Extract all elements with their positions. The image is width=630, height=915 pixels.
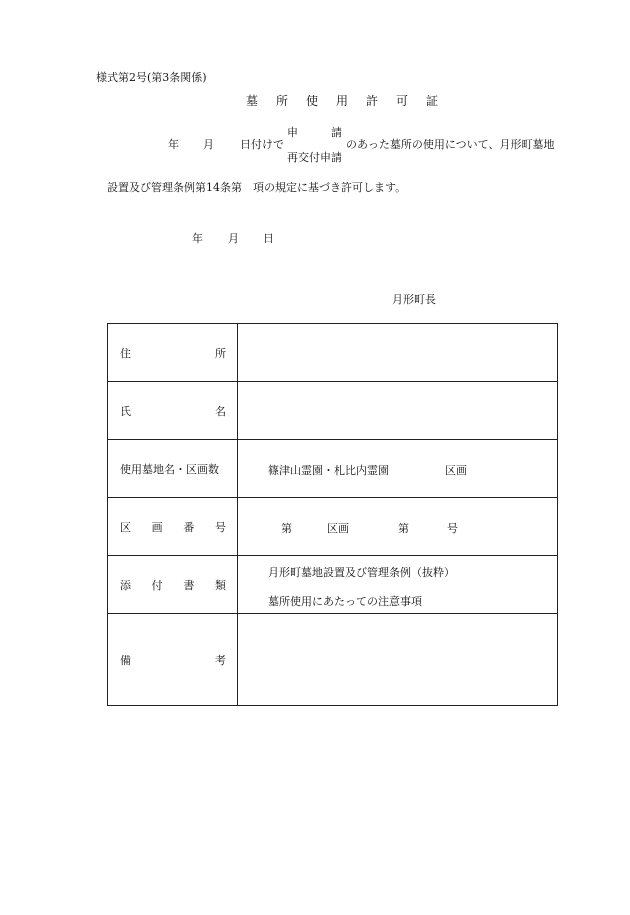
body-nen: 年 xyxy=(168,138,179,151)
option-saikofu: 再交付申請 xyxy=(287,151,342,164)
body-line2: 設置及び管理条例第14条第 項の規定に基づき許可します。 xyxy=(107,181,407,194)
title-char: 用 xyxy=(335,94,348,108)
table-row xyxy=(108,498,558,556)
title-char: 使 xyxy=(305,94,318,108)
label-char: 添 xyxy=(120,578,131,592)
row-label xyxy=(108,614,238,706)
address-field[interactable] xyxy=(238,324,558,382)
body-hizuke: 日付けで xyxy=(240,138,284,151)
label-char: 住 xyxy=(120,346,131,360)
body-line1-tail: のあった墓所の使用について、月形町墓地 xyxy=(346,138,555,151)
row-label xyxy=(108,556,238,614)
lot-part: 第 xyxy=(281,522,292,535)
label-char: 番 xyxy=(183,520,195,534)
cemetery-names: 篠津山霊園・札比内霊園 xyxy=(268,464,389,477)
label-char: 付 xyxy=(151,578,163,592)
cemetery-suffix: 区画 xyxy=(445,464,467,477)
label-char: 所 xyxy=(215,346,226,360)
name-field[interactable] xyxy=(238,382,558,440)
attachments-field xyxy=(238,556,558,614)
title-char: 証 xyxy=(425,94,438,108)
cemetery-field[interactable] xyxy=(238,440,558,498)
remarks-field[interactable] xyxy=(238,614,558,706)
label-char: 備 xyxy=(120,653,131,667)
body-tsuki: 月 xyxy=(203,138,214,151)
row-label xyxy=(108,498,238,556)
label-char: 名 xyxy=(215,404,226,418)
table-row xyxy=(108,324,558,382)
label-char: 書 xyxy=(183,578,195,592)
form-number: 様式第2号(第3条関係) xyxy=(96,71,207,84)
title-char: 墓 xyxy=(245,94,258,108)
title-char: 許 xyxy=(365,94,378,108)
label-char: 氏 xyxy=(120,404,131,418)
issuer: 月形町長 xyxy=(392,293,436,306)
title-char: 可 xyxy=(395,94,408,108)
label-text: 使用墓地名・区画数 xyxy=(120,462,219,476)
table-row xyxy=(108,440,558,498)
option-shinsei: 申 請 xyxy=(287,126,342,139)
attachment-item: 墓所使用にあたっての注意事項 xyxy=(268,595,422,608)
attachment-item: 月形町墓地設置及び管理条例（抜粋） xyxy=(268,566,455,579)
date-tsuki: 月 xyxy=(228,232,239,245)
label-char: 号 xyxy=(214,520,226,534)
date-nen: 年 xyxy=(192,232,203,245)
lot-part: 区画 xyxy=(327,522,349,535)
row-label xyxy=(108,324,238,382)
row-label xyxy=(108,382,238,440)
label-char: 類 xyxy=(214,578,226,592)
table-row xyxy=(108,556,558,614)
document-title xyxy=(237,92,447,109)
row-label xyxy=(108,440,238,498)
label-char: 画 xyxy=(151,520,163,534)
table-row xyxy=(108,382,558,440)
title-char: 所 xyxy=(275,94,288,108)
date-hi: 日 xyxy=(263,232,274,245)
lot-part: 号 xyxy=(447,522,458,535)
lot-part: 第 xyxy=(398,522,409,535)
table-row xyxy=(108,614,558,706)
permit-table xyxy=(107,323,558,706)
lot-number-field[interactable] xyxy=(238,498,558,556)
label-char: 考 xyxy=(215,653,226,667)
label-char: 区 xyxy=(120,520,131,534)
